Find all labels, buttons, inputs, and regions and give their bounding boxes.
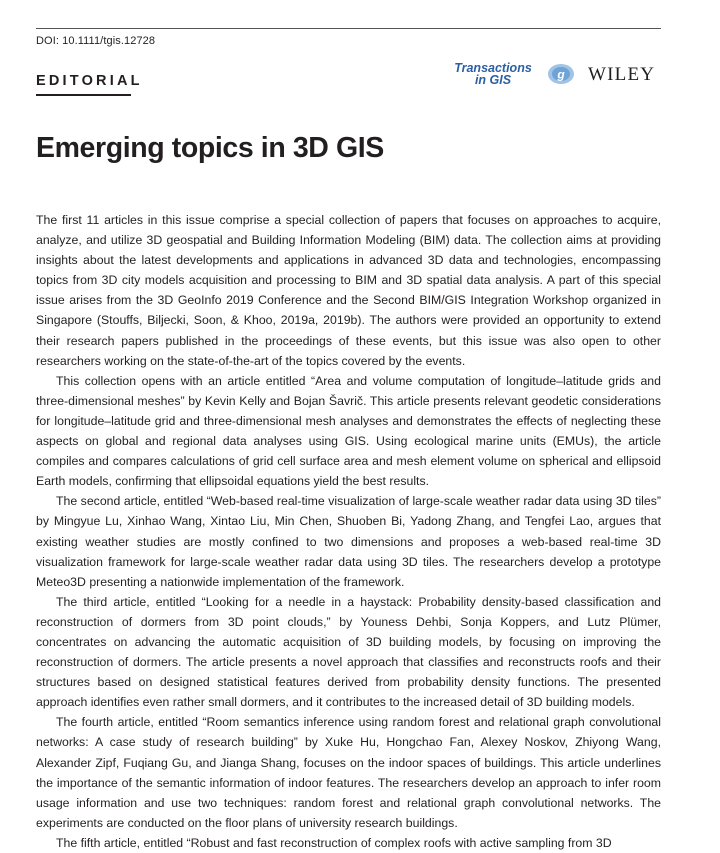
paragraph-4: The third article, entitled “Looking for a needle in a haystack: Probability density-based classification and reconstruction of dormers from 3D point clouds,” by Youness Dehbi, Sonja Koppers, and Lutz Plümer, concentrates on advancing the automatic acquisition of 3D building models, by focusing on improving the reconstruction of dormers. The article presents a novel approach that classifies and reconstructs roofs and their structures based on designed statistical features derived from probability density functions. The presented approach identifies even rather small dormers, and it contributes to the increased detail of 3D building models. xyxy=(36,594,661,710)
journal-logo-line-2: in GIS xyxy=(474,73,512,87)
header-rule xyxy=(36,28,661,29)
paragraph-2: This collection opens with an article entitled “Area and volume computation of longitude–latitude grids and three-dimensional meshes” by Kevin Kelly and Bojan Šavrič. This article presents relevant geodetic considerations for longitude–latitude grid and three-dimensional mesh analyses and demonstrates the effects of neglecting these aspects on global and regional data analyses using GIS. Using ecological marine units (EMUs), the article compiles and compares calculations of grid cell surface area and mesh element volume on spherical and ellipsoid Earth models, confirming that ellipsoidal equations yield the best results. xyxy=(36,373,661,489)
svg-text:g: g xyxy=(557,67,565,82)
doi-line[interactable]: DOI: 10.1111/tgis.12728 xyxy=(36,35,156,47)
journal-logo xyxy=(441,62,545,86)
section-underline xyxy=(36,94,131,96)
paragraph-3: The second article, entitled “Web-based real-time visualization of large-scale weather radar data using 3D tiles” by Mingyue Lu, Xinhao Wang, Xintao Liu, Min Chen, Shuoben Bi, Yadong Zhang, and Tengfei Lao, argues that existing weather studies are mostly confined to two dimensions and proposes a web-based real-time 3D visualization framework for large-scale weather radar data using 3D tiles. The researchers develop a prototype Meteo3D presenting a nationwide implementation of the framework. xyxy=(36,494,661,589)
section-label: EDITORIAL xyxy=(36,73,143,89)
paragraph-1: The first 11 articles in this issue comprise a special collection of papers that focuses on approaches to acquire, analyze, and utilize 3D geospatial and Building Information Modeling (BIM) data. The collection aims at providing insights about the latest developments and applications in advanced 3D data and technologies, encompassing topics from 3D city models acquisition and processing to BIM and 3D spatial data analysis. A part of this special issue arises from the 3D GeoInfo 2019 Conference and the Second BIM/GIS Integration Workshop organized in Singapore (Stouffs, Biljecki, Soon, & Khoo, 2019a, 2019b). The authors were provided an opportunity to extend their research papers published in the proceedings of these events, but this issue was also open to other researchers working on the state-of-the-art of the topics covered by the events. xyxy=(36,213,661,368)
journal-logo-line-1: Transactions xyxy=(454,61,532,75)
article-body xyxy=(36,210,661,853)
publisher-logo: WILEY xyxy=(588,64,656,85)
paragraph-5: The fourth article, entitled “Room semantics inference using random forest and relational graph convolutional networks: A case study of research building” by Xuke Hu, Hongchao Fan, Alexey Noskov, Zhiyong Wang, Alexander Zipf, Fuqiang Gu, and Jianga Shang, focuses on the indoor spaces of buildings. This article underlines the importance of the semantic information of indoor features. The researchers develop an approach to infer room usage information and use two techniques: random forest and relational graph convolutional networks. The experiments are conducted on the floor plans of university research buildings. xyxy=(36,715,661,830)
paragraph-6: The fifth article, entitled “Robust and fast reconstruction of complex roofs with active sampling from 3D xyxy=(56,835,612,850)
article-title: Emerging topics in 3D GIS xyxy=(36,132,384,164)
journal-badge-icon xyxy=(547,63,575,85)
